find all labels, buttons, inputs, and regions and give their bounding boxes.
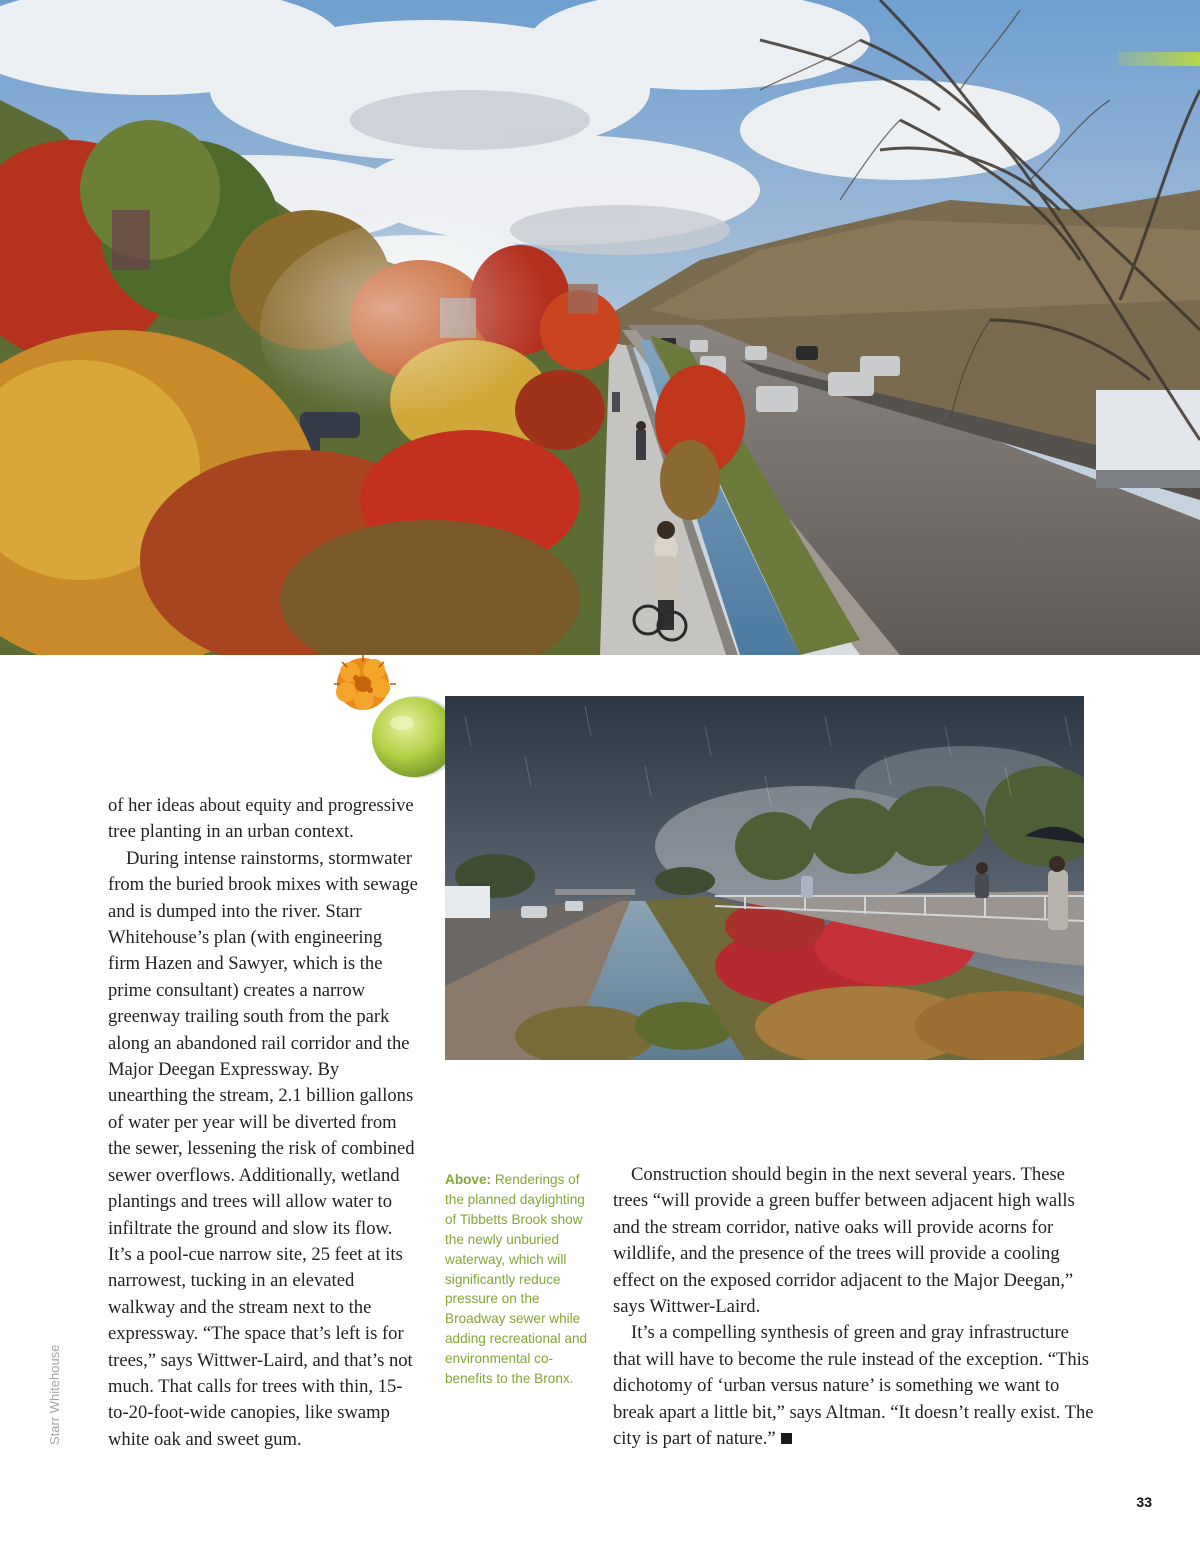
article-column-left	[108, 793, 418, 1453]
inset-image	[445, 696, 1084, 1060]
accent-bar	[1118, 52, 1200, 66]
page-number: 33	[1136, 1494, 1152, 1510]
caption-text: Renderings of the planned daylighting of Tibbetts Brook show the newly unburied waterway, which will significantly reduce pressure on the Broadway sewer while adding recreational and environmental co-benefits to the Bronx.	[445, 1172, 588, 1387]
end-square-icon	[781, 1433, 792, 1444]
image-caption	[445, 1170, 590, 1389]
paragraph-text: It’s a compelling synthesis of green and gray infrastructure that will have to become the rule instead of the exception. “This dichotomy of ‘urban versus nature’ is something we want to break apart a little bit,” says Altman. “It doesn’t really exist. The city is part of nature.”	[613, 1322, 1094, 1450]
photo-credit: Starr Whitehouse	[47, 1344, 62, 1445]
hero-image	[0, 0, 1200, 655]
article-column-right	[613, 1162, 1101, 1452]
paragraph: Construction should begin in the next several years. These trees “will provide a green buffer between adjacent high walls and the stream corridor, native oaks will provide acorns for wildlife, and the presence of the trees will provide a cooling effect on the exposed corridor adjacent to the Major Deegan,” says Wittwer-Laird.	[613, 1164, 1075, 1318]
caption-lead: Above:	[445, 1172, 492, 1187]
paragraph: of her ideas about equity and progressive tree planting in an urban context.	[108, 795, 414, 843]
paragraph: During intense rainstorms, stormwater from the buried brook mixes with sewage and is dumped into the river. Starr Whitehouse’s plan (with engineering firm Hazen and Sawyer, which is the prime consultant) creates a narrow greenway trailing south from the park along an abandoned rail corridor and the Major Deegan Expressway. By unearthing the stream, 2.1 billion gallons of water per year will be diverted from the sewer, lessening the risk of combined sewer overflows. Additionally, wetland plantings and trees will allow water to infiltrate the ground and slow its flow. It’s a pool-cue narrow site, 25 feet at its narrowest, tucking in an elevated walkway and the stream next to the expressway. “The space that’s left is for trees,” says Wittwer-Laird, and that’s not much. That calls for trees with thin, 15-to-20-foot-wide canopies, like swamp white oak and sweet gum.	[108, 847, 418, 1450]
paragraph	[613, 1320, 1101, 1452]
